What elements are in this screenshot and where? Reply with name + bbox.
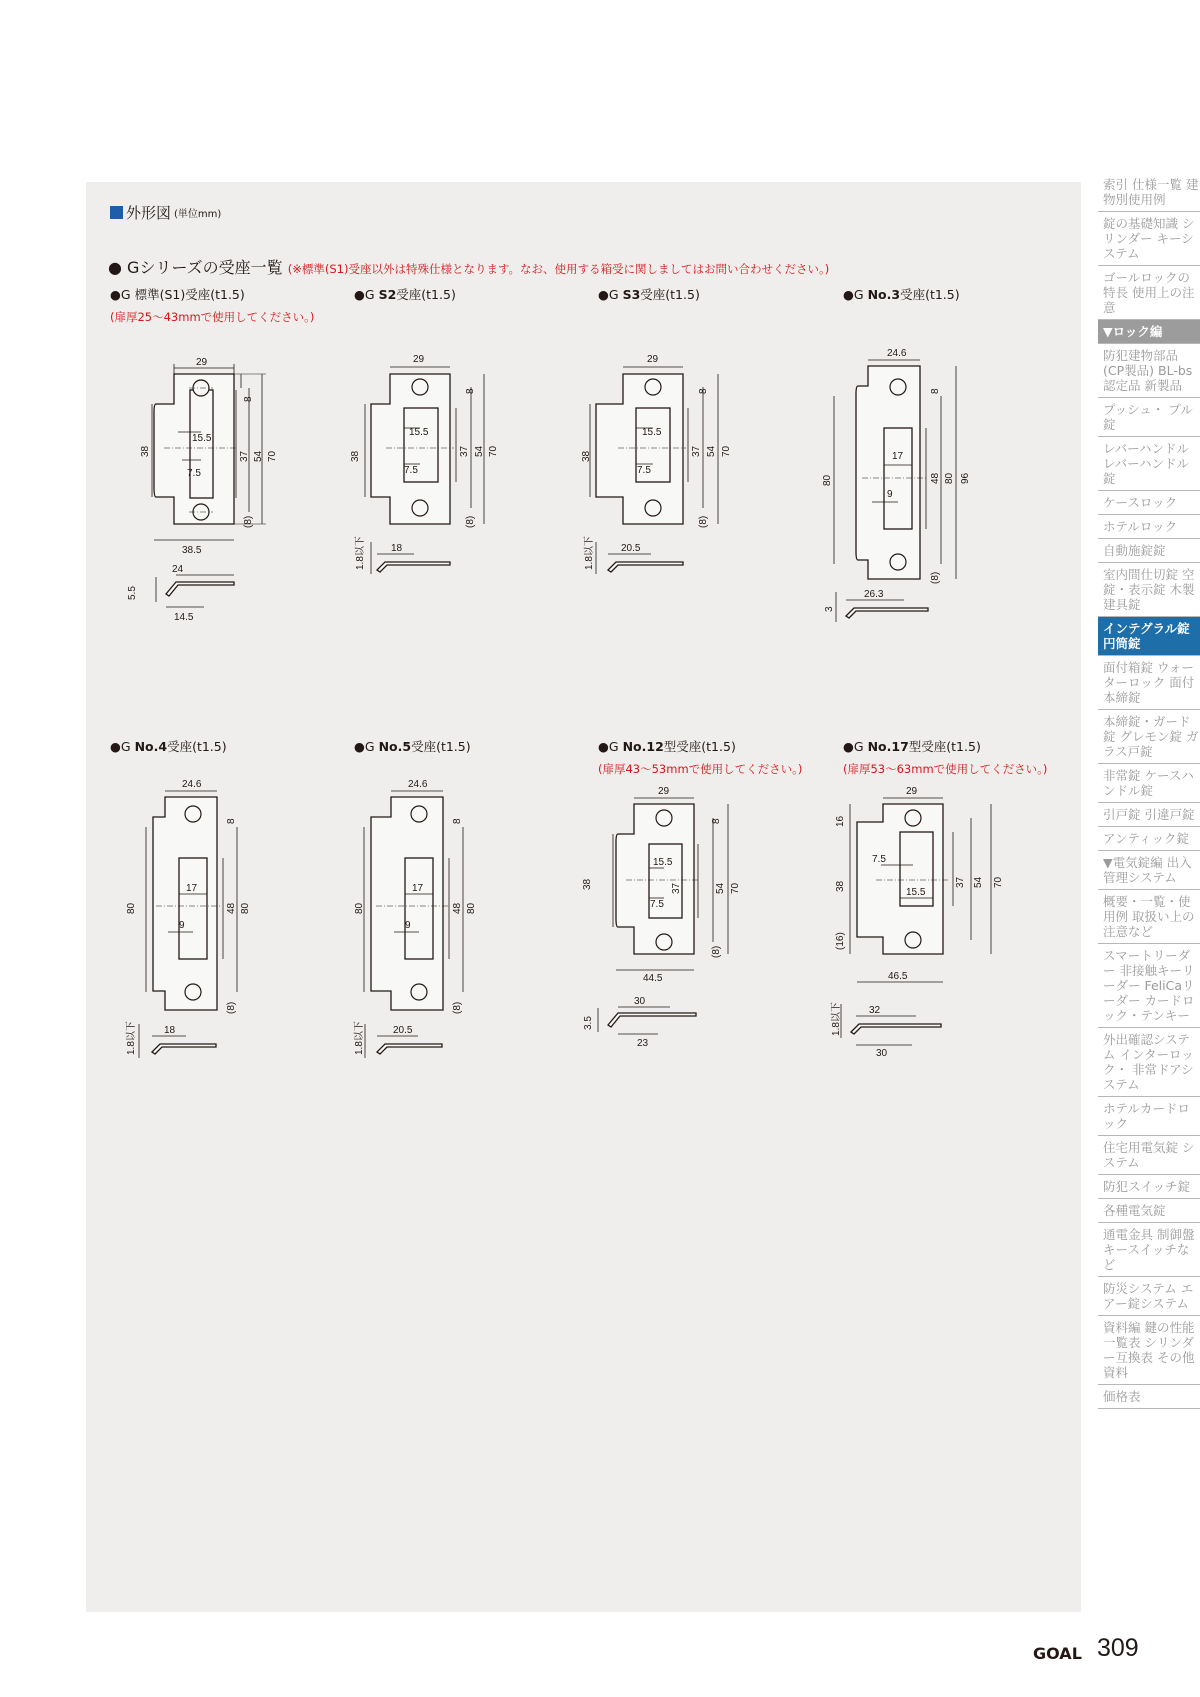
- screw-hole-top: [656, 810, 672, 826]
- latch-opening: [179, 858, 207, 959]
- caption-model: No.4: [134, 739, 168, 754]
- sidebar-item-exit-confirm[interactable]: 外出確認システム インターロック・ 非常ドアシステム: [1098, 1028, 1200, 1097]
- dim-label: 1.8以下: [831, 1002, 842, 1036]
- dim-label: 1.8以下: [126, 1021, 137, 1055]
- dim-label: 1.8以下: [354, 1021, 365, 1055]
- dim-label: 15.5: [642, 427, 662, 438]
- sidebar-item-deadbolt[interactable]: 本締錠・ガード錠 グレモン錠 ガラス戸錠: [1098, 710, 1200, 764]
- dim-label: 46.5: [888, 971, 908, 982]
- dim-label: 8: [711, 818, 722, 824]
- list-note: (※標準(S1)受座以外は特殊仕様となります。なお、使用する箱受に関しましてはお問い合わせください。): [287, 262, 830, 276]
- caption-name: 受座(t1.5): [900, 287, 960, 302]
- dim-label: 8: [698, 388, 709, 394]
- dim-label: (8): [930, 571, 941, 584]
- sidebar-item-lock-section[interactable]: ▼ロック編: [1098, 320, 1200, 344]
- dim-label: 54: [253, 450, 264, 462]
- sidebar-item-interior[interactable]: 室内間仕切錠 空錠・表示錠 木製建具錠: [1098, 563, 1200, 617]
- dim-label: 30: [876, 1048, 888, 1059]
- dim-label: (8): [465, 515, 476, 528]
- dim-label: (8): [243, 515, 254, 528]
- strike-plate-side: [851, 1024, 941, 1034]
- dim-label: 54: [706, 445, 717, 457]
- dim-label: 17: [412, 883, 424, 894]
- caption-name: 受座(t1.5): [411, 739, 471, 754]
- dim-label: 20.5: [393, 1025, 413, 1036]
- caption-prefix: ●G: [354, 739, 379, 754]
- caption-prefix: ●G: [354, 287, 379, 302]
- dim-label: 80: [354, 902, 365, 914]
- screw-hole-top: [890, 379, 906, 395]
- caption-model: No.3: [867, 287, 901, 302]
- caption-prefix: ●G: [110, 287, 135, 302]
- sidebar-item-case-lock[interactable]: ケースロック: [1098, 491, 1200, 515]
- latch-opening: [405, 858, 433, 959]
- dim-label: 18: [391, 543, 403, 554]
- drawing-g-no5: [353, 779, 477, 1058]
- dim-label: 20.5: [621, 543, 641, 554]
- screw-hole-top: [412, 379, 428, 395]
- sidebar-item-lever-handle[interactable]: レバーハンドル レバーハンドル錠: [1098, 437, 1200, 491]
- sidebar-item-sliding[interactable]: 引戸錠 引違戸錠: [1098, 803, 1200, 827]
- screw-hole-top: [185, 806, 201, 822]
- dim-label: 54: [474, 445, 485, 457]
- page-number: 309: [1097, 1634, 1139, 1662]
- dim-label: 7.5: [637, 465, 651, 476]
- dim-label: 15.5: [653, 857, 673, 868]
- sidebar-item-hotel-card[interactable]: ホテルカードロック: [1098, 1097, 1200, 1136]
- dim-label: 24.6: [182, 779, 202, 790]
- latch-opening: [884, 428, 912, 529]
- caption-name: 受座(t1.5): [640, 287, 700, 302]
- strike-plate-side: [377, 1044, 442, 1054]
- dim-label: 38.5: [182, 545, 202, 556]
- dim-label: 48: [452, 902, 463, 914]
- screw-hole-top: [905, 810, 921, 826]
- unit-note: (単位mm): [174, 209, 222, 220]
- dim-label: 38: [350, 450, 361, 462]
- dim-label: 7.5: [650, 899, 664, 910]
- dim-label: 80: [126, 902, 137, 914]
- dim-label: 70: [993, 876, 1004, 888]
- sidebar-item-antique[interactable]: アンティック錠: [1098, 827, 1200, 851]
- sidebar-item-index[interactable]: 索引 仕様一覧 建物別使用例: [1098, 173, 1200, 212]
- dim-label: 24.6: [887, 348, 907, 359]
- dim-label: 48: [226, 902, 237, 914]
- sidebar-item-materials[interactable]: 資料編 鍵の性能一覧表 シリンダー互換表 その他資料: [1098, 1316, 1200, 1385]
- dim-label: 24.6: [408, 779, 428, 790]
- drawing-g-s1: [127, 357, 278, 623]
- sidebar-item-disaster[interactable]: 防災システム エアー錠システム: [1098, 1277, 1200, 1316]
- dim-label: 15.5: [409, 427, 429, 438]
- sidebar-nav: [1098, 173, 1200, 1409]
- dim-label: 37: [671, 882, 682, 894]
- dim-label: 29: [196, 357, 208, 368]
- dim-label: 8: [930, 388, 941, 394]
- dim-label: (8): [711, 945, 722, 958]
- dim-label: 96: [960, 472, 971, 484]
- dim-label: 38: [582, 878, 593, 890]
- screw-hole-bottom: [890, 554, 906, 570]
- caption-note: (扉厚43～53mmで使用してください。): [598, 762, 803, 776]
- dim-label: 8: [452, 818, 463, 824]
- drawing-g-s3: [581, 354, 732, 574]
- screw-hole-bottom: [645, 500, 661, 516]
- dim-label: 80: [822, 474, 833, 486]
- dim-label: 7.5: [187, 468, 201, 479]
- dim-label: 29: [658, 786, 670, 797]
- caption-name: 受座(t1.5): [167, 739, 227, 754]
- dim-label: 17: [892, 451, 904, 462]
- screw-hole-bottom: [905, 932, 921, 948]
- dim-label: 32: [869, 1005, 881, 1016]
- dim-label: 54: [973, 876, 984, 888]
- dim-label: 80: [466, 902, 477, 914]
- dim-label: 24: [172, 564, 184, 575]
- dim-label: 29: [906, 786, 918, 797]
- caption-name: 型受座(t1.5): [663, 739, 736, 754]
- strike-plate-side: [608, 1013, 696, 1027]
- sidebar-item-residential[interactable]: 住宅用電気錠 システム: [1098, 1136, 1200, 1175]
- caption-prefix: ●G: [110, 739, 135, 754]
- dim-label: 5.5: [127, 586, 138, 600]
- dim-label: 9: [179, 920, 185, 931]
- strike-plate-side: [166, 582, 234, 596]
- sidebar-item-rim-box[interactable]: 面付箱錠 ウォーターロック 面付本締錠: [1098, 656, 1200, 710]
- dim-label: 7.5: [404, 465, 418, 476]
- dim-label: 80: [944, 472, 955, 484]
- brand-logo: GOAL: [1033, 1644, 1082, 1663]
- dim-label: 3: [824, 606, 835, 612]
- screw-hole-bottom: [412, 500, 428, 516]
- dim-label: (8): [452, 1001, 463, 1014]
- screw-hole-top: [411, 806, 427, 822]
- dim-label: 3.5: [583, 1016, 594, 1030]
- dim-label: 8: [243, 396, 254, 402]
- caption-name: 標準(S1)受座(t1.5): [134, 287, 245, 302]
- dim-label: 70: [721, 445, 732, 457]
- caption-prefix: ●G: [843, 287, 868, 302]
- dim-label: 1.8以下: [584, 536, 595, 570]
- dim-label: 9: [405, 920, 411, 931]
- dim-label: 37: [239, 450, 250, 462]
- drawing-g-no4: [125, 779, 251, 1058]
- sidebar-item-security-parts[interactable]: 防犯建物部品 (CP製品) BL-bs認定品 新製品: [1098, 344, 1200, 398]
- caption-model: No.17: [867, 739, 909, 754]
- screw-hole-bottom: [656, 934, 672, 950]
- dim-label: 7.5: [872, 854, 886, 865]
- dim-label: 29: [413, 354, 425, 365]
- caption-prefix: ●G: [843, 739, 868, 754]
- strike-plate-side: [846, 608, 928, 618]
- caption-note: (扉厚25～43mmで使用してください。): [110, 310, 315, 324]
- dim-label: 30: [634, 996, 646, 1007]
- screw-hole-bottom: [185, 984, 201, 1000]
- dim-label: 38: [835, 880, 846, 892]
- caption-model: S2: [378, 287, 397, 302]
- dim-label: 80: [240, 902, 251, 914]
- dim-label: 70: [267, 450, 278, 462]
- dim-label: 37: [459, 445, 470, 457]
- sidebar-item-switch-lock[interactable]: 防犯スイッチ錠: [1098, 1175, 1200, 1199]
- dim-label: 14.5: [174, 612, 194, 623]
- dim-label: 8: [465, 388, 476, 394]
- sidebar-item-overview[interactable]: 概要・一覧・使用例 取扱い上の注意など: [1098, 890, 1200, 944]
- dim-label: 37: [955, 876, 966, 888]
- dim-label: 54: [715, 882, 726, 894]
- section-title-text: 外形図: [126, 204, 172, 222]
- drawing-g-no12: [582, 786, 741, 1049]
- dim-label: (16): [835, 932, 846, 950]
- sidebar-item-integral[interactable]: インテグラル錠 円筒錠: [1098, 617, 1200, 656]
- sidebar-item-features[interactable]: ゴールロックの特長 使用上の注意: [1098, 266, 1200, 320]
- strike-plate-side: [377, 562, 450, 572]
- sidebar-item-power[interactable]: 通電金具 制御盤 キースイッチなど: [1098, 1223, 1200, 1277]
- screw-hole-top: [645, 379, 661, 395]
- dim-label: 26.3: [864, 589, 884, 600]
- dim-label: 9: [887, 489, 893, 500]
- dim-label: 23: [637, 1038, 649, 1049]
- caption-note: (扉厚53～63mmで使用してください。): [843, 762, 1048, 776]
- bullet-icon: ●: [108, 258, 128, 277]
- sidebar-item-push-pull[interactable]: プッシュ・ プル錠: [1098, 398, 1200, 437]
- caption-prefix: ●G: [598, 739, 623, 754]
- dim-label: (8): [698, 515, 709, 528]
- caption-prefix: ●G: [598, 287, 623, 302]
- caption-name: 型受座(t1.5): [908, 739, 981, 754]
- latch-opening: [190, 390, 213, 498]
- strike-plate-side: [152, 1044, 216, 1054]
- sidebar-item-auto-lock[interactable]: 自動施錠錠: [1098, 539, 1200, 563]
- list-title-text: Gシリーズの受座一覧: [127, 258, 283, 277]
- caption-model: No.5: [378, 739, 412, 754]
- dim-label: (8): [226, 1001, 237, 1014]
- dim-label: 17: [186, 883, 198, 894]
- sidebar-item-basics[interactable]: 錠の基礎知識 シリンダー キーシステム: [1098, 212, 1200, 266]
- caption-model: No.12: [622, 739, 664, 754]
- dim-label: 38: [581, 450, 592, 462]
- dim-label: 1.8以下: [355, 536, 366, 570]
- sidebar-item-electric-section[interactable]: ▼電気錠編 出入管理システム: [1098, 851, 1200, 890]
- drawing-g-s2: [350, 354, 499, 574]
- dim-label: 15.5: [192, 433, 212, 444]
- dim-label: 37: [691, 445, 702, 457]
- sidebar-item-hotel-lock[interactable]: ホテルロック: [1098, 515, 1200, 539]
- dim-label: 48: [930, 472, 941, 484]
- dim-label: 29: [647, 354, 659, 365]
- dim-label: 44.5: [643, 973, 663, 984]
- caption-model: S3: [622, 287, 641, 302]
- dim-label: 16: [835, 815, 846, 827]
- sidebar-item-emergency[interactable]: 非常錠 ケースハンドル錠: [1098, 764, 1200, 803]
- dim-label: 15.5: [906, 887, 926, 898]
- dim-label: 18: [164, 1025, 176, 1036]
- drawings-canvas: [86, 182, 1081, 1612]
- strike-plate-side: [608, 562, 683, 572]
- caption-name: 受座(t1.5): [396, 287, 456, 302]
- dim-label: 38: [140, 445, 151, 457]
- screw-hole-bottom: [411, 984, 427, 1000]
- sidebar-item-price[interactable]: 価格表: [1098, 1385, 1200, 1409]
- drawing-g-no3: [822, 348, 971, 622]
- dim-label: 8: [226, 818, 237, 824]
- sidebar-item-electric-locks[interactable]: 各種電気錠: [1098, 1199, 1200, 1223]
- drawing-g-no17: [830, 786, 1004, 1059]
- sidebar-item-readers[interactable]: スマートリーダー 非接触キーリーダー FeliCaリーダー カードロック・テンキー: [1098, 944, 1200, 1028]
- dim-label: 70: [488, 445, 499, 457]
- dim-label: 70: [730, 882, 741, 894]
